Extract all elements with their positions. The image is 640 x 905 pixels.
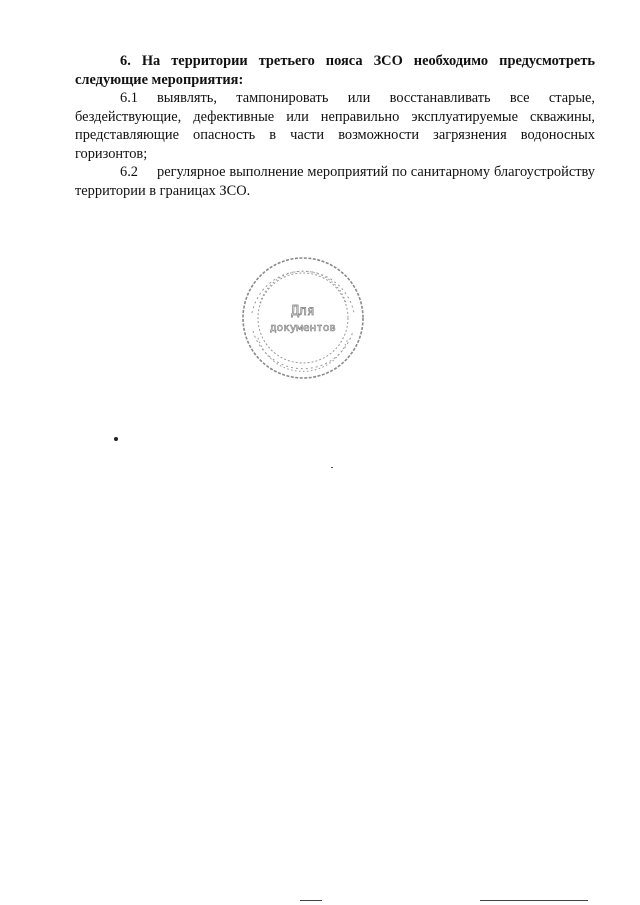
section-heading: 6. На территории третьего пояса ЗСО необходимо предусмотреть следующие мероприятия: bbox=[75, 53, 595, 88]
stamp-center-line1: Для bbox=[291, 304, 315, 319]
item-text: выявлять, тампонировать или восстанавливать все старые, бездействующие, дефективные или неправильно эксплуатируемые скважины, представляющие опасность в части возможности загрязнения водоносных горизонтов; bbox=[75, 90, 595, 162]
list-item bbox=[75, 163, 595, 200]
item-number: 6.2 bbox=[120, 164, 138, 180]
footer-mark bbox=[480, 900, 588, 901]
scan-speck bbox=[331, 467, 333, 468]
item-text: регулярное выполнение мероприятий по санитарному благоустройству территории в границах ЗСО. bbox=[75, 164, 595, 199]
footer-mark bbox=[300, 900, 322, 901]
document-body bbox=[75, 52, 595, 200]
list-item bbox=[75, 89, 595, 163]
round-stamp bbox=[238, 253, 368, 383]
item-number: 6.1 bbox=[120, 90, 138, 106]
stamp-center-line2: документов bbox=[269, 321, 337, 334]
bullet-dot bbox=[114, 437, 118, 441]
